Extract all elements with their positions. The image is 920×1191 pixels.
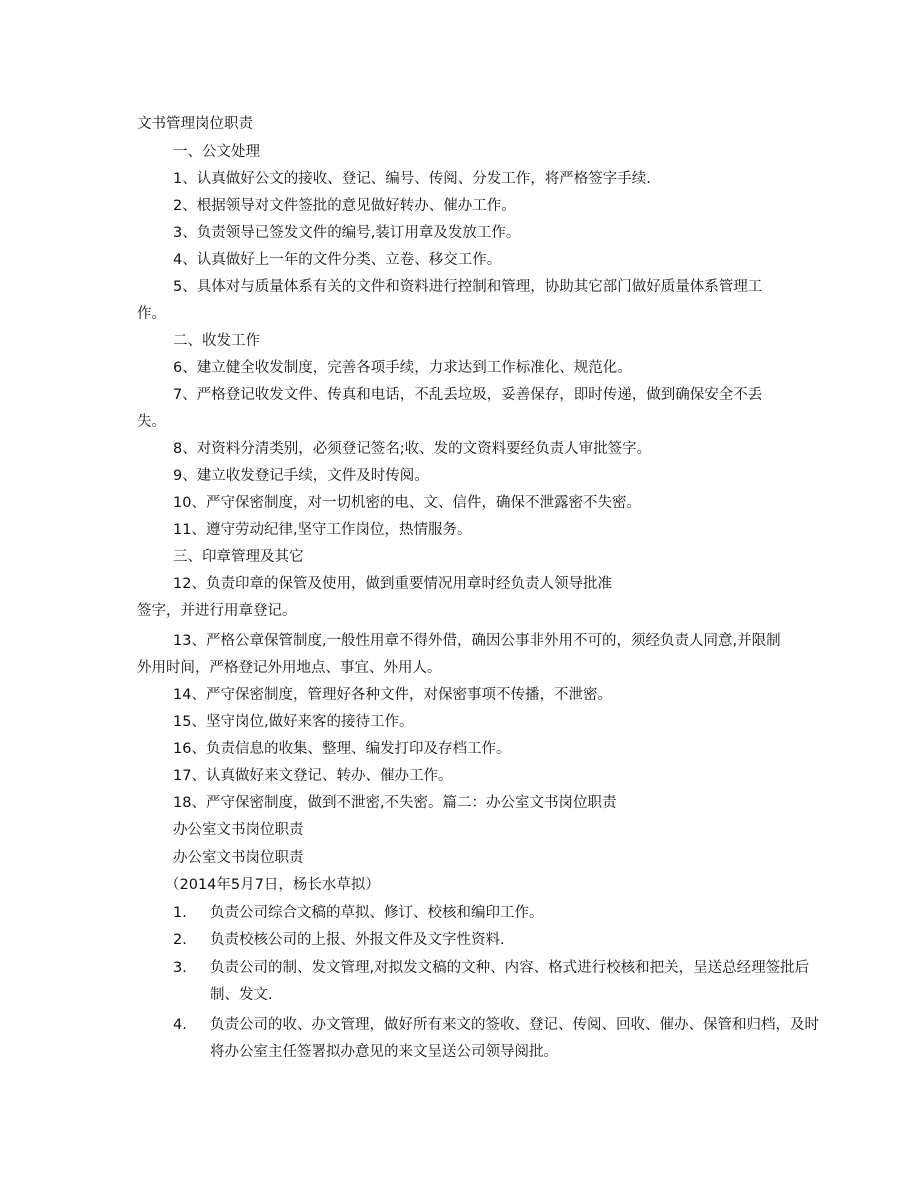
- section-heading: 一、公文处理: [173, 144, 260, 160]
- paragraph: 10、严守保密制度，对一切机密的电、文、信件，确保不泄露密不失密。: [173, 495, 641, 511]
- numbered-item: [173, 1012, 822, 1066]
- item-number: 1.: [173, 905, 187, 921]
- paragraph: 5、具体对与质量体系有关的文件和资料进行控制和管理，协助其它部门做好质量体系管理工作。: [137, 279, 763, 322]
- date-note: （2014年5月7日，杨长水草拟）: [165, 877, 380, 893]
- item-text: 负责公司的收、办文管理，做好所有来文的签收、登记、传阅、回收、催办、保管和归档，及时将办公室主任签署拟办意见的来文呈送公司领导阅批。: [210, 1017, 819, 1060]
- paragraph: 3、负责领导已签发文件的编号,装订用章及发放工作。: [173, 225, 521, 241]
- item-number: 3.: [173, 960, 187, 976]
- item-text: 负责公司的制、发文管理,对拟发文稿的文种、内容、格式进行校核和把关，呈送总经理签批后制、发文.: [210, 960, 810, 1003]
- paragraph: 18、严守保密制度，做到不泄密,不失密。篇二：办公室文书岗位职责: [173, 795, 617, 811]
- item-text: 负责校核公司的上报、外报文件及文字性资料.: [210, 932, 505, 948]
- paragraph: 14、严守保密制度，管理好各种文件，对保密事项不传播，不泄密。: [173, 687, 612, 703]
- numbered-item: [173, 927, 822, 954]
- paragraph: 17、认真做好来文登记、转办、催办工作。: [173, 768, 453, 784]
- paragraph: 12、负责印章的保管及使用，做到重要情况用章时经负责人领导批准: [173, 576, 612, 592]
- paragraph: 13、严格公章保管制度,一般性用章不得外借，确因公事非外用不可的，须经负责人同意,并限制外用时间，严格登记外用地点、事宜、外用人。: [137, 633, 781, 676]
- numbered-item: [173, 900, 822, 927]
- subtitle: 办公室文书岗位职责: [173, 822, 304, 838]
- paragraph: 8、对资料分清类别，必须登记签名;收、发的文资料要经负责人审批签字。: [173, 441, 652, 457]
- item-number: 2.: [173, 932, 187, 948]
- paragraph-continuation: 签字，并进行用章登记。: [137, 603, 297, 619]
- paragraph: 1、认真做好公文的接收、登记、编号、传阅、分发工作，将严格签字手续.: [173, 171, 651, 187]
- item-number: 4.: [173, 1017, 187, 1033]
- item-text: 负责公司综合文稿的草拟、修订、校核和编印工作。: [210, 905, 544, 921]
- paragraph: 2、根据领导对文件签批的意见做好转办、催办工作。: [173, 198, 516, 214]
- paragraph: 11、遵守劳动纪律,坚守工作岗位，热情服务。: [173, 522, 472, 538]
- paragraph: 7、严格登记收发文件、传真和电话，不乱丢垃圾，妥善保存，即时传递，做到确保安全不丢失。: [137, 387, 763, 430]
- paragraph: 15、坚守岗位,做好来客的接待工作。: [173, 714, 414, 730]
- paragraph: 6、建立健全收发制度，完善各项手续，力求达到工作标准化、规范化。: [173, 360, 632, 376]
- document-title: 文书管理岗位职责: [137, 116, 253, 132]
- subtitle: 办公室文书岗位职责: [173, 850, 304, 866]
- section-heading: 二、收发工作: [173, 333, 260, 349]
- paragraph: 4、认真做好上一年的文件分类、立卷、移交工作。: [173, 252, 502, 268]
- numbered-item: [173, 955, 822, 1009]
- section-heading: 三、印章管理及其它: [173, 549, 304, 565]
- paragraph: 9、建立收发登记手续，文件及时传阅。: [173, 468, 429, 484]
- paragraph: 16、负责信息的收集、整理、编发打印及存档工作。: [173, 741, 511, 757]
